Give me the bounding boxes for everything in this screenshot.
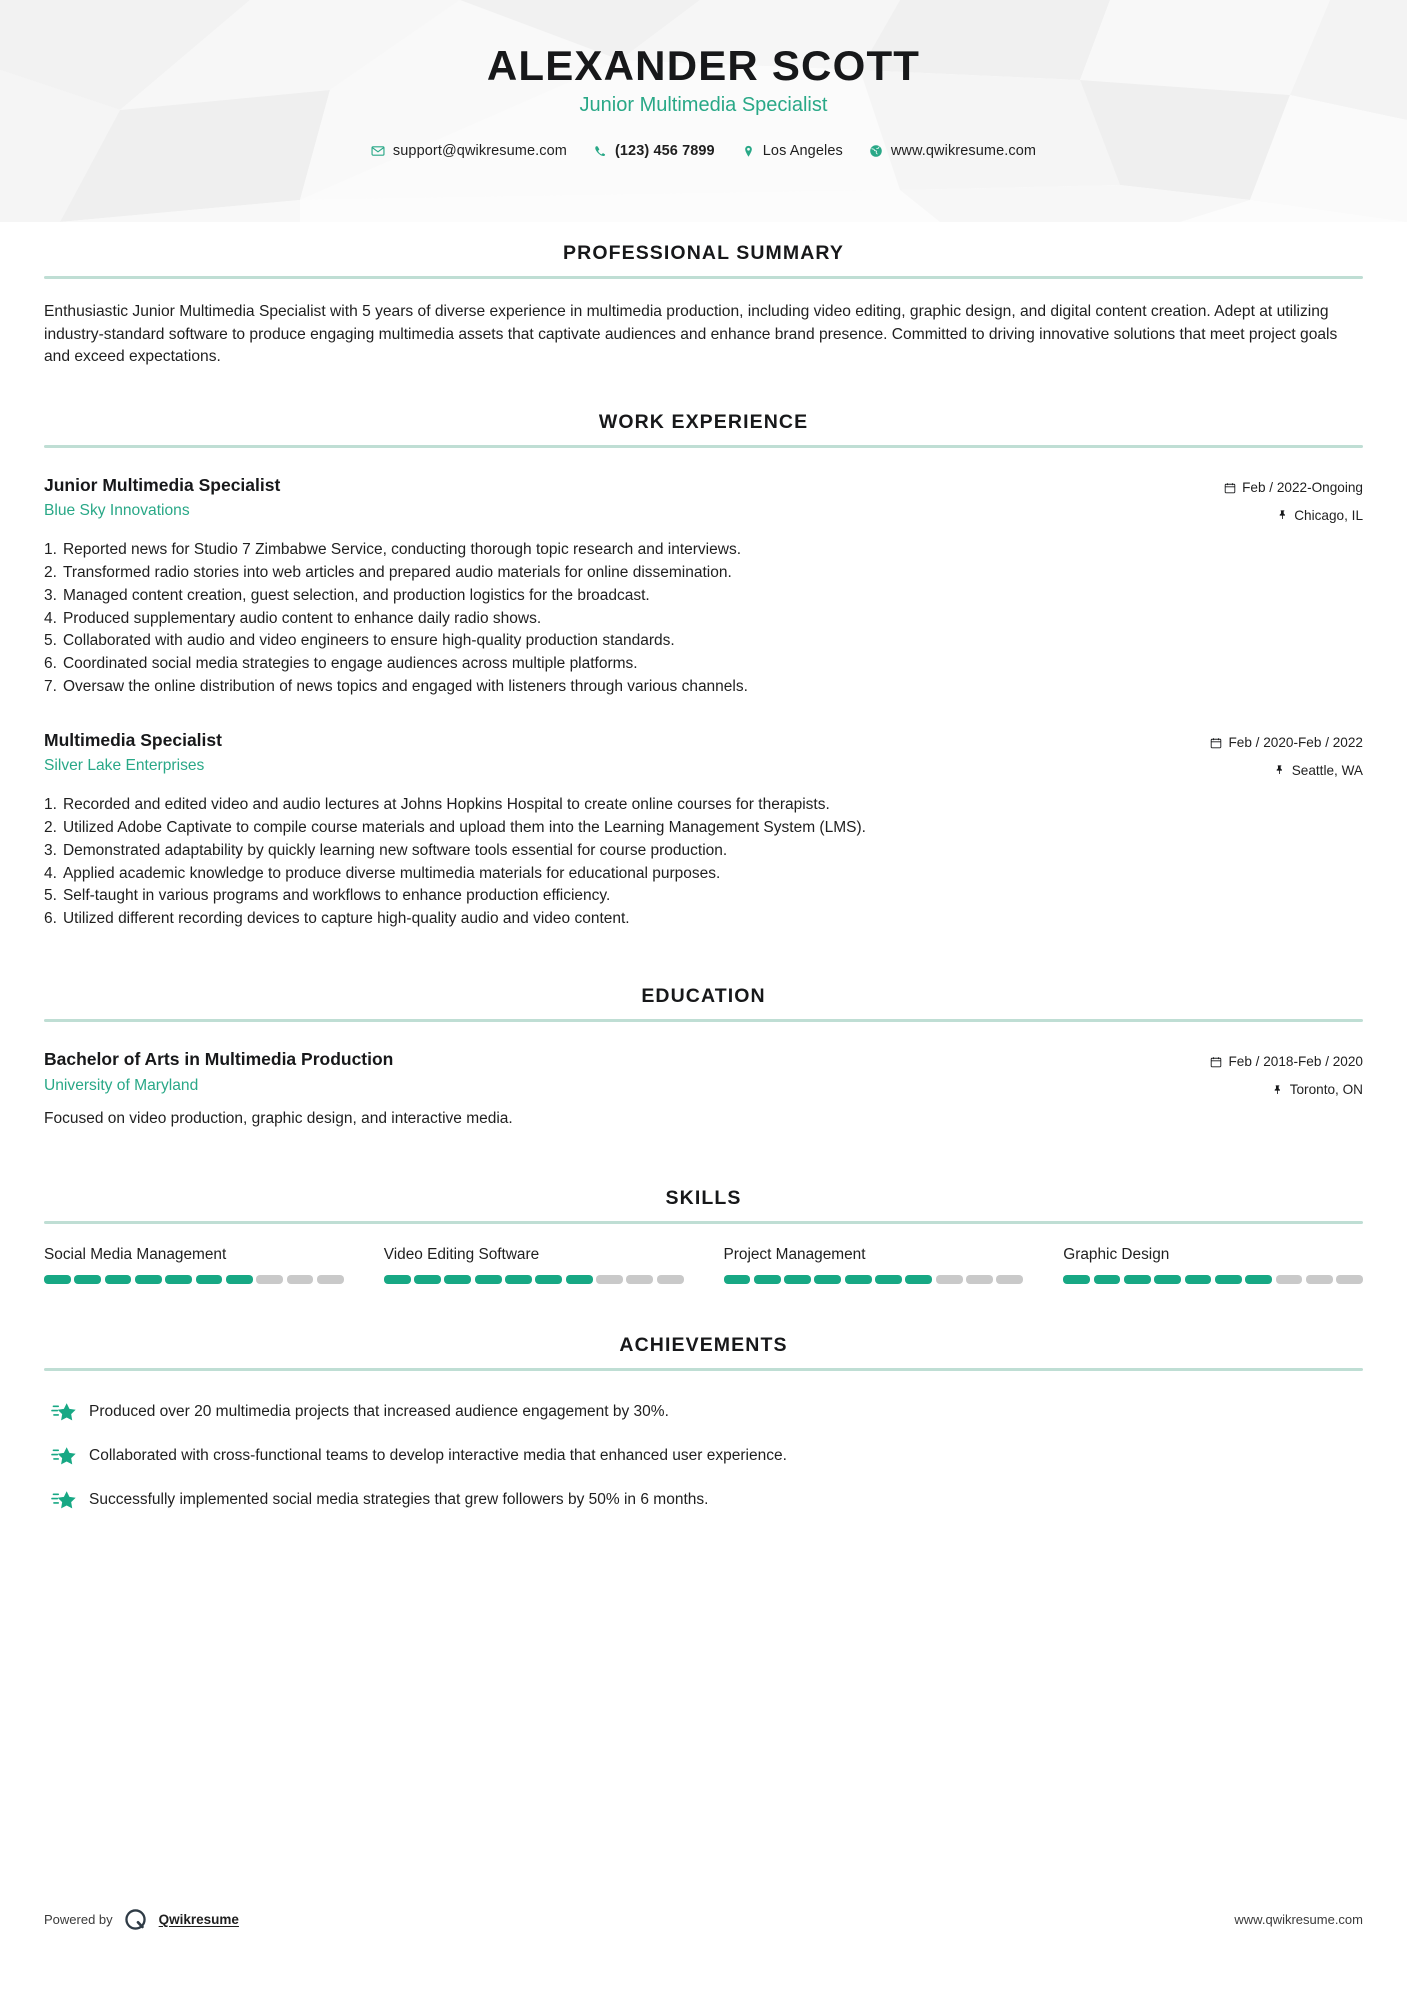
skill-item: [724, 1246, 1024, 1284]
skill-segment: [256, 1275, 283, 1284]
section-work-experience: [44, 397, 1363, 931]
header-content: [0, 0, 1407, 159]
skill-rating-bar: [724, 1275, 1024, 1284]
job-location: [1210, 760, 1363, 782]
footer-website[interactable]: www.qwikresume.com: [1234, 1911, 1363, 1927]
company-name: Blue Sky Innovations: [44, 502, 190, 520]
phone-icon: [593, 144, 608, 159]
education-dates: [1210, 1051, 1363, 1073]
skill-segment: [905, 1275, 932, 1284]
job-bullet: 6. Utilized different recording devices to capture high-quality audio and video content.: [44, 910, 630, 928]
job-bullet: 5. Collaborated with audio and video engineers to ensure high-quality production standards.: [44, 632, 675, 650]
candidate-name: ALEXANDER SCOTT: [486, 42, 921, 89]
contact-location[interactable]: [728, 143, 856, 159]
skill-segment: [414, 1275, 441, 1284]
experience-entry-header: [44, 729, 1363, 782]
job-title: Multimedia Specialist: [44, 729, 222, 750]
experience-entry-header: [44, 474, 1363, 527]
skill-segment: [845, 1275, 872, 1284]
skill-segment: [1336, 1275, 1363, 1284]
job-bullet: 1. Recorded and edited video and audio lectures at Johns Hopkins Hospital to create online courses for therapists.: [44, 796, 830, 814]
achievement-text: Successfully implemented social media strategies that grew followers by 50% in 6 months.: [89, 1490, 709, 1508]
resume-header: [0, 0, 1407, 222]
section-achievements: [44, 1320, 1363, 1523]
skill-segment: [596, 1275, 623, 1284]
school-name: University of Maryland: [44, 1076, 199, 1094]
job-bullet: 3. Demonstrated adaptability by quickly learning new software tools essential for course production.: [44, 841, 728, 859]
skill-segment: [384, 1275, 411, 1284]
skill-segment: [505, 1275, 532, 1284]
skill-segment: [814, 1275, 841, 1284]
job-bullet: 4. Applied academic knowledge to produce diverse multimedia materials for educational purposes.: [44, 864, 721, 882]
experience-entry: [44, 474, 1363, 699]
contact-row: [0, 143, 1407, 159]
experience-entry: [44, 729, 1363, 931]
skill-segment: [165, 1275, 192, 1284]
job-location-text: Chicago, IL: [1294, 507, 1363, 523]
contact-email-text: support@qwikresume.com: [392, 143, 567, 160]
skill-segment: [936, 1275, 963, 1284]
skill-segment: [754, 1275, 781, 1284]
job-bullet: 2. Transformed radio stories into web articles and prepared audio materials for online dissemination.: [44, 564, 732, 582]
education-entry-header: [44, 1048, 1363, 1101]
skill-segment: [1306, 1275, 1333, 1284]
skill-segment: [535, 1275, 562, 1284]
skill-segment: [784, 1275, 811, 1284]
achievement-item: [44, 1435, 1363, 1479]
job-bullet-list: [44, 794, 1363, 931]
skill-segment: [724, 1275, 751, 1284]
section-professional-summary: [44, 228, 1363, 369]
skill-label: Video Editing Software: [383, 1245, 540, 1263]
calendar-icon: [1210, 736, 1222, 749]
skill-segment: [1276, 1275, 1303, 1284]
resume-body: [0, 228, 1407, 1523]
contact-website[interactable]: [856, 143, 1049, 159]
star-icon: [50, 1445, 76, 1469]
skill-rating-bar: [384, 1275, 684, 1284]
skill-segment: [287, 1275, 314, 1284]
contact-email[interactable]: [358, 143, 580, 159]
achievement-item: [44, 1391, 1363, 1435]
skill-rating-bar: [1063, 1275, 1363, 1284]
skill-segment: [317, 1275, 344, 1284]
job-bullet-list: [44, 539, 1363, 698]
job-dates-text: Feb / 2022-Ongoing: [1242, 479, 1363, 495]
section-skills: [44, 1173, 1363, 1284]
summary-text: Enthusiastic Junior Multimedia Specialist with 5 years of diverse experience in multimedia production, including video editing, graphic design, and digital content creation. Adept at utilizing industry-standard software to produce engaging multimedia assets that captivate audiences and enhance brand presence. Committed to driving innovative solutions that meet project goals and exceed expectations.: [44, 303, 1338, 366]
education-location-text: Toronto, ON: [1289, 1081, 1363, 1097]
skill-segment: [475, 1275, 502, 1284]
skill-segment: [444, 1275, 471, 1284]
education-entry-left: [44, 1048, 1210, 1096]
job-bullet: 4. Produced supplementary audio content to enhance daily radio shows.: [44, 609, 542, 627]
skill-segment: [105, 1275, 132, 1284]
degree-title: Bachelor of Arts in Multimedia Production: [44, 1048, 394, 1069]
section-title-education: EDUCATION: [641, 984, 766, 1007]
pin-icon: [1276, 509, 1288, 522]
skill-item: [384, 1246, 684, 1284]
achievement-text: Produced over 20 multimedia projects that increased audience engagement by 30%.: [89, 1402, 669, 1420]
calendar-icon: [1224, 481, 1236, 494]
skill-label: Social Media Management: [44, 1245, 227, 1263]
map-pin-icon: [741, 144, 756, 159]
envelope-icon: [371, 144, 386, 159]
powered-by-label: Powered by: [44, 1911, 113, 1927]
star-icon: [50, 1401, 76, 1425]
education-entry: [44, 1048, 1363, 1131]
footer-branding: [44, 1906, 239, 1932]
job-location-text: Seattle, WA: [1291, 762, 1363, 778]
section-title-skills: SKILLS: [665, 1186, 742, 1209]
skill-segment: [74, 1275, 101, 1284]
skill-segment: [1124, 1275, 1151, 1284]
candidate-role: Junior Multimedia Specialist: [579, 94, 828, 117]
qwikresume-brand-link[interactable]: Qwikresume: [158, 1911, 239, 1927]
contact-location-text: Los Angeles: [762, 143, 843, 160]
skill-segment: [996, 1275, 1023, 1284]
skill-label: Project Management: [723, 1245, 866, 1263]
skill-segment: [44, 1275, 71, 1284]
calendar-icon: [1210, 1055, 1222, 1068]
education-location: [1210, 1079, 1363, 1101]
page-footer: [0, 1906, 1407, 1932]
section-divider: [44, 1368, 1363, 1371]
achievement-list: [44, 1391, 1363, 1523]
skill-segment: [1215, 1275, 1242, 1284]
skill-rating-bar: [44, 1275, 344, 1284]
skill-item: [1063, 1246, 1363, 1284]
skill-segment: [966, 1275, 993, 1284]
section-divider: [44, 1019, 1363, 1022]
education-dates-text: Feb / 2018-Feb / 2020: [1228, 1053, 1363, 1069]
section-title-achievements: ACHIEVEMENTS: [619, 1333, 788, 1356]
education-description: Focused on video production, graphic design, and interactive media.: [44, 1110, 513, 1128]
job-dates: [1224, 477, 1363, 499]
qwikresume-logo-icon: [123, 1906, 149, 1932]
job-location: [1224, 505, 1363, 527]
education-entry-meta: [1210, 1048, 1363, 1101]
contact-website-text: www.qwikresume.com: [890, 143, 1037, 160]
contact-phone[interactable]: [580, 143, 728, 159]
section-title-summary: PROFESSIONAL SUMMARY: [563, 242, 844, 264]
experience-entry-meta: [1224, 474, 1363, 527]
pin-icon: [1274, 764, 1286, 777]
skills-grid: [44, 1246, 1363, 1284]
skill-item: [44, 1246, 344, 1284]
achievement-text: Collaborated with cross-functional teams to develop interactive media that enhanced user experience.: [89, 1446, 787, 1464]
experience-entry-left: [44, 729, 1210, 777]
skill-segment: [657, 1275, 684, 1284]
pin-icon: [1272, 1083, 1284, 1096]
skill-segment: [626, 1275, 653, 1284]
job-dates-text: Feb / 2020-Feb / 2022: [1228, 734, 1363, 750]
section-title-experience: WORK EXPERIENCE: [598, 410, 809, 433]
job-title: Junior Multimedia Specialist: [44, 474, 281, 495]
contact-phone-text: (123) 456 7899: [614, 143, 715, 160]
job-bullet: 7. Oversaw the online distribution of news topics and engaged with listeners through various channels.: [44, 678, 748, 696]
job-bullet: 2. Utilized Adobe Captivate to compile course materials and upload them into the Learning Management System (LMS).: [44, 819, 866, 837]
skill-segment: [1154, 1275, 1181, 1284]
experience-entry-meta: [1210, 729, 1363, 782]
achievement-item: [44, 1479, 1363, 1523]
job-dates: [1210, 732, 1363, 754]
skill-segment: [226, 1275, 253, 1284]
company-name: Silver Lake Enterprises: [44, 757, 205, 775]
job-bullet: 6. Coordinated social media strategies to engage audiences across multiple platforms.: [44, 655, 638, 673]
skill-segment: [875, 1275, 902, 1284]
skill-segment: [135, 1275, 162, 1284]
section-education: [44, 971, 1363, 1131]
skill-segment: [196, 1275, 223, 1284]
skill-segment: [1063, 1275, 1090, 1284]
section-divider: [44, 445, 1363, 448]
skill-segment: [566, 1275, 593, 1284]
job-bullet: 5. Self-taught in various programs and workflows to enhance production efficiency.: [44, 887, 611, 905]
skill-segment: [1245, 1275, 1272, 1284]
skill-segment: [1094, 1275, 1121, 1284]
globe-icon: [869, 144, 884, 159]
section-divider: [44, 1221, 1363, 1224]
job-bullet: 3. Managed content creation, guest selection, and production logistics for the broadcast.: [44, 586, 650, 604]
skill-segment: [1185, 1275, 1212, 1284]
skill-label: Graphic Design: [1063, 1245, 1170, 1263]
star-icon: [50, 1489, 76, 1513]
experience-entry-left: [44, 474, 1224, 522]
section-divider: [44, 276, 1363, 279]
job-bullet: 1. Reported news for Studio 7 Zimbabwe Service, conducting thorough topic research and interviews.: [44, 541, 741, 559]
